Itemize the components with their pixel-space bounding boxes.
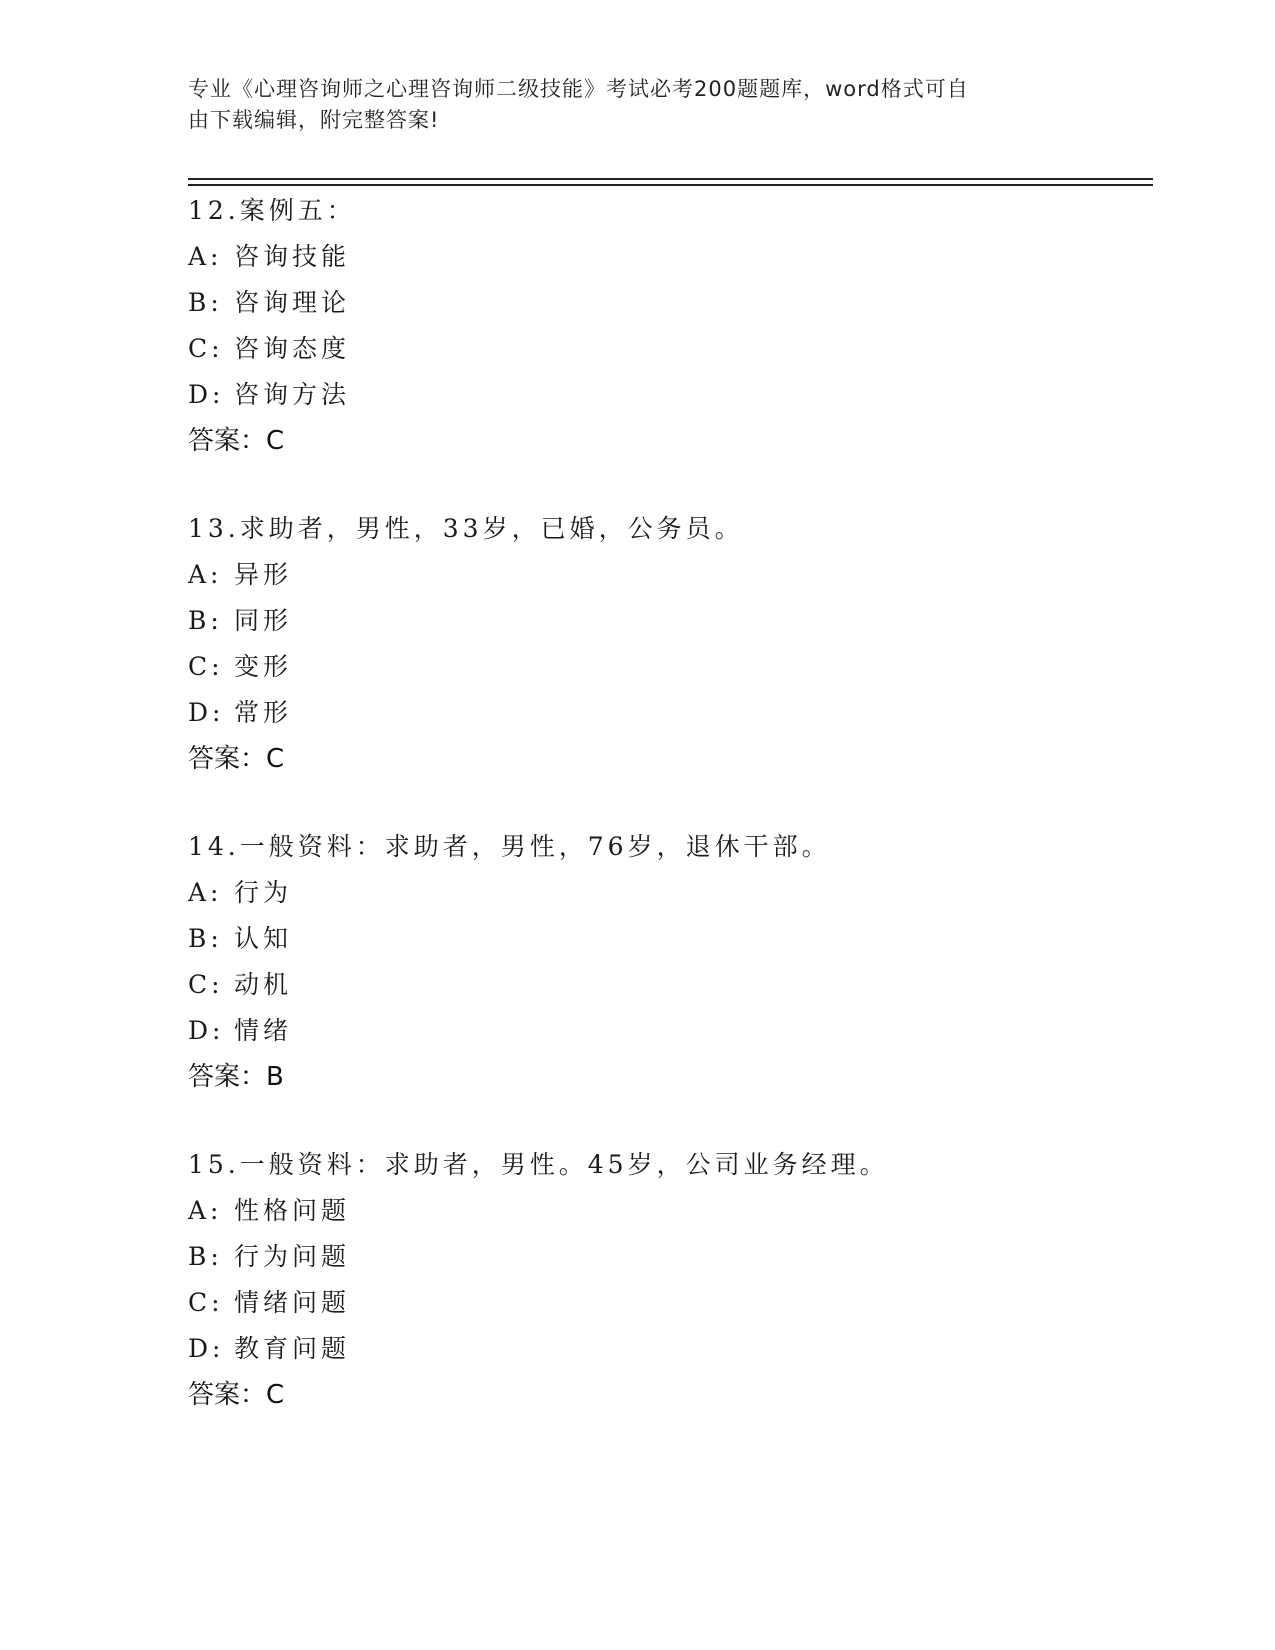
option-letter: D:: [188, 1334, 225, 1363]
option-letter: A:: [188, 560, 223, 589]
option-b: [188, 1234, 1148, 1280]
option-d: [188, 1008, 1148, 1054]
option-text: 情绪问题: [234, 1288, 351, 1317]
option-letter: C:: [188, 652, 224, 681]
option-c: [188, 326, 1148, 372]
option-text: 常形: [234, 698, 293, 727]
question-13: [188, 506, 1148, 782]
question-stem: 14.一般资料：求助者，男性，76岁，退休干部。: [188, 832, 831, 861]
option-text: 同形: [234, 606, 293, 635]
option-b: [188, 598, 1148, 644]
option-letter: C:: [188, 334, 224, 363]
option-b: [188, 280, 1148, 326]
question-12: [188, 188, 1148, 464]
header-divider-top: [188, 178, 1153, 180]
option-c: [188, 1280, 1148, 1326]
option-c: [188, 644, 1148, 690]
option-d: [188, 1326, 1148, 1372]
header-line-2: 由下载编辑，附完整答案!: [188, 108, 440, 132]
option-d: [188, 690, 1148, 736]
option-a: [188, 870, 1148, 916]
question-stem: 13.求助者，男性，33岁，已婚，公务员。: [188, 514, 744, 543]
answer-line: 答案：C: [188, 744, 285, 774]
option-b: [188, 916, 1148, 962]
header-line-1: 专业《心理咨询师之心理咨询师二级技能》考试必考200题题库，word格式可自: [188, 77, 969, 101]
option-letter: B:: [188, 924, 223, 953]
option-letter: B:: [188, 606, 223, 635]
question-stem: 15.一般资料：求助者，男性。45岁，公司业务经理。: [188, 1150, 889, 1179]
option-letter: B:: [188, 288, 223, 317]
question-list: [188, 188, 1148, 1460]
option-a: [188, 552, 1148, 598]
question-15: [188, 1142, 1148, 1418]
answer-line: 答案：C: [188, 426, 285, 456]
option-text: 动机: [234, 970, 293, 999]
option-c: [188, 962, 1148, 1008]
answer-line: 答案：B: [188, 1062, 284, 1092]
question-14: [188, 824, 1148, 1100]
option-text: 变形: [234, 652, 293, 681]
option-text: 情绪: [234, 1016, 293, 1045]
option-d: [188, 372, 1148, 418]
option-letter: D:: [188, 698, 225, 727]
option-a: [188, 234, 1148, 280]
option-text: 认知: [234, 924, 293, 953]
option-text: 咨询理论: [234, 288, 351, 317]
option-letter: A:: [188, 1196, 223, 1225]
option-text: 咨询态度: [234, 334, 351, 363]
option-letter: D:: [188, 1016, 225, 1045]
option-text: 性格问题: [234, 1196, 351, 1225]
option-text: 咨询方法: [234, 380, 351, 409]
header-divider-bottom: [188, 184, 1153, 186]
document-header: [188, 74, 1068, 136]
option-letter: C:: [188, 970, 224, 999]
option-letter: B:: [188, 1242, 223, 1271]
option-letter: C:: [188, 1288, 224, 1317]
option-text: 行为问题: [234, 1242, 351, 1271]
option-text: 行为: [234, 878, 293, 907]
option-text: 咨询技能: [234, 242, 351, 271]
option-letter: A:: [188, 242, 223, 271]
option-letter: A:: [188, 878, 223, 907]
question-stem: 12.案例五：: [188, 196, 356, 225]
answer-line: 答案：C: [188, 1380, 285, 1410]
option-text: 异形: [234, 560, 293, 589]
option-text: 教育问题: [234, 1334, 351, 1363]
option-a: [188, 1188, 1148, 1234]
option-letter: D:: [188, 380, 225, 409]
